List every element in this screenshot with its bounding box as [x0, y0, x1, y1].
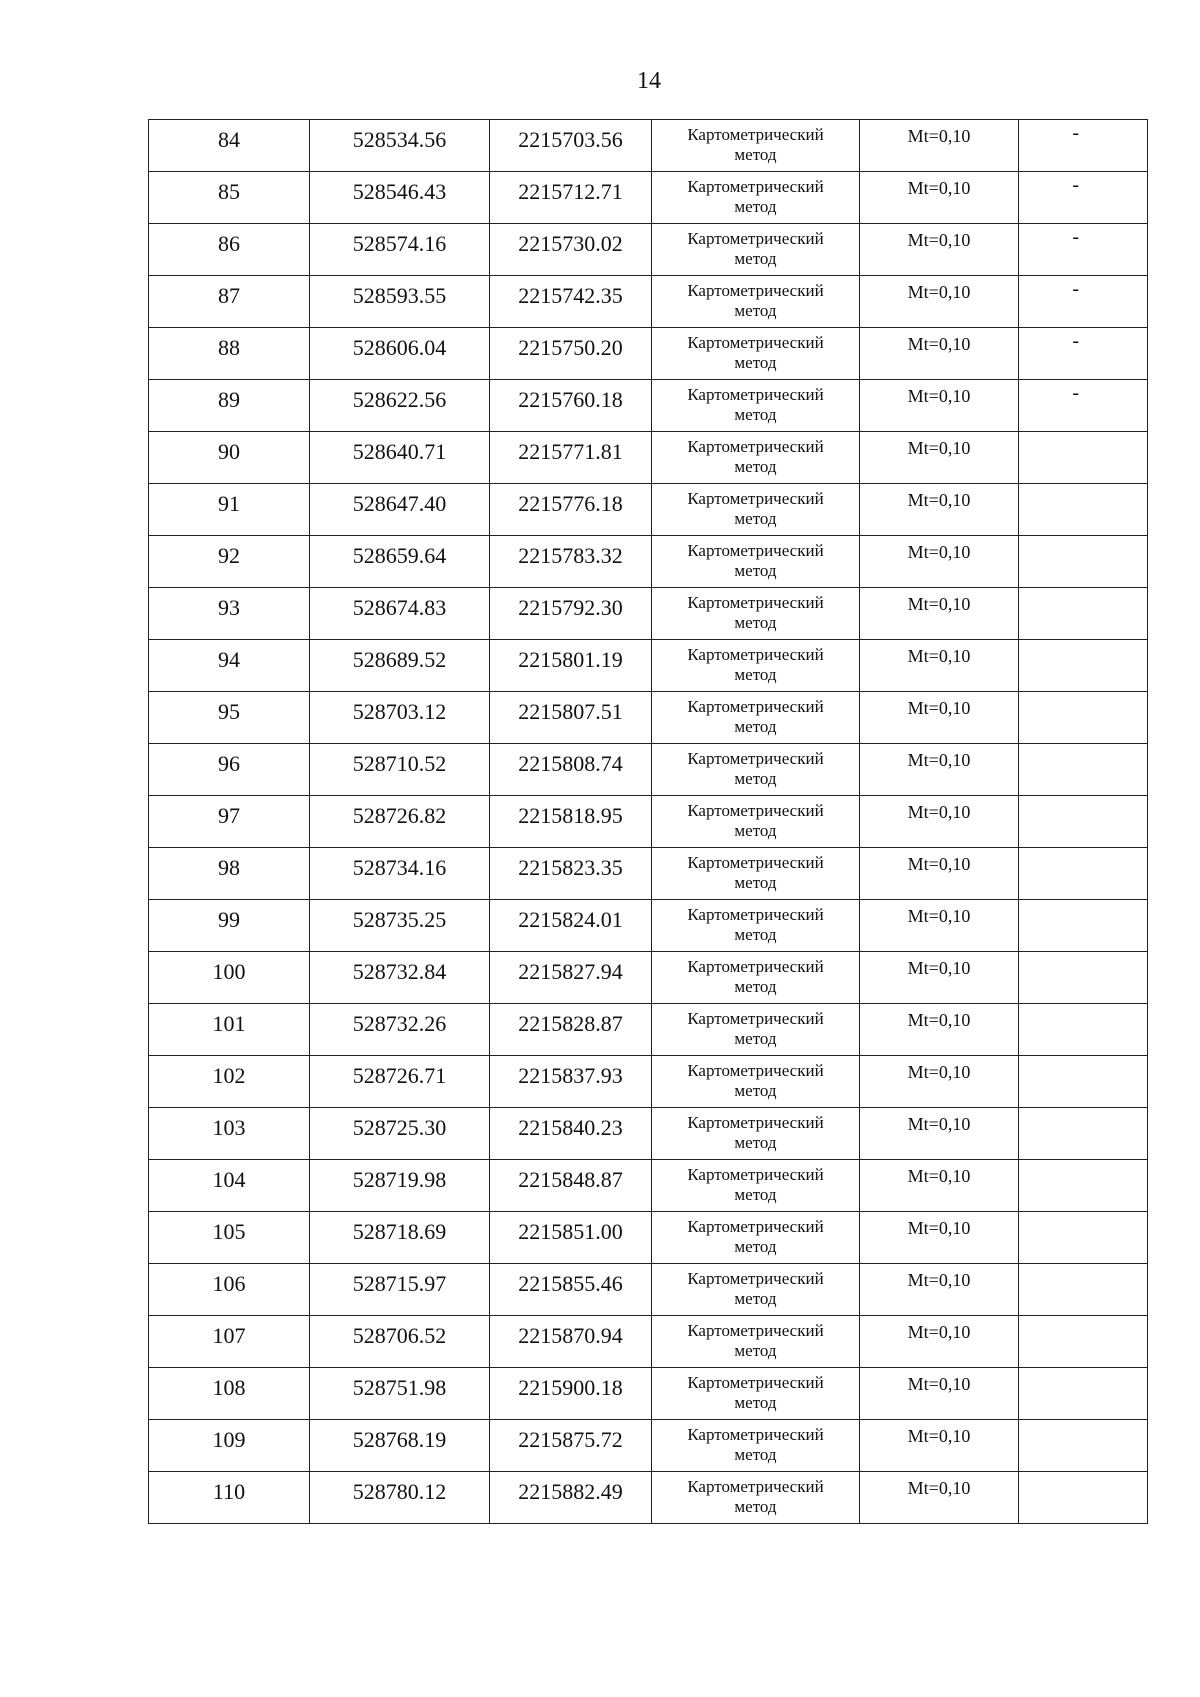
table-row [149, 796, 1148, 848]
table-row [149, 1004, 1148, 1056]
point-number-cell: 98 [149, 848, 310, 900]
method-line-1: Картометрический [687, 1165, 824, 1184]
accuracy-cell: Mt=0,10 [860, 1472, 1019, 1524]
method-cell [652, 900, 860, 952]
accuracy-cell: Mt=0,10 [860, 1056, 1019, 1108]
method-line-2: метод [734, 145, 777, 164]
y-coordinate-cell: 2215792.30 [490, 588, 652, 640]
method-line-2: метод [734, 1341, 777, 1360]
note-cell [1019, 588, 1148, 640]
point-number-cell: 99 [149, 900, 310, 952]
method-cell [652, 1056, 860, 1108]
y-coordinate-cell: 2215776.18 [490, 484, 652, 536]
x-coordinate-cell: 528574.16 [310, 224, 490, 276]
x-coordinate-cell: 528768.19 [310, 1420, 490, 1472]
table-row [149, 536, 1148, 588]
method-cell [652, 692, 860, 744]
method-cell [652, 484, 860, 536]
accuracy-cell: Mt=0,10 [860, 640, 1019, 692]
point-number-cell: 107 [149, 1316, 310, 1368]
x-coordinate-cell: 528751.98 [310, 1368, 490, 1420]
accuracy-cell: Mt=0,10 [860, 1264, 1019, 1316]
table-row [149, 848, 1148, 900]
x-coordinate-cell: 528622.56 [310, 380, 490, 432]
method-line-1: Картометрический [687, 437, 824, 456]
point-number-cell: 89 [149, 380, 310, 432]
y-coordinate-cell: 2215742.35 [490, 276, 652, 328]
point-number-cell: 96 [149, 744, 310, 796]
x-coordinate-cell: 528689.52 [310, 640, 490, 692]
method-line-1: Картометрический [687, 385, 824, 404]
method-cell [652, 536, 860, 588]
note-cell: - [1019, 328, 1148, 380]
accuracy-cell: Mt=0,10 [860, 848, 1019, 900]
x-coordinate-cell: 528732.84 [310, 952, 490, 1004]
method-line-1: Картометрический [687, 1113, 824, 1132]
point-number-cell: 101 [149, 1004, 310, 1056]
method-line-2: метод [734, 769, 777, 788]
note-cell [1019, 900, 1148, 952]
x-coordinate-cell: 528606.04 [310, 328, 490, 380]
y-coordinate-cell: 2215783.32 [490, 536, 652, 588]
note-cell [1019, 848, 1148, 900]
note-cell [1019, 1108, 1148, 1160]
x-coordinate-cell: 528734.16 [310, 848, 490, 900]
accuracy-cell: Mt=0,10 [860, 588, 1019, 640]
method-cell [652, 380, 860, 432]
method-line-1: Картометрический [687, 1009, 824, 1028]
table-row [149, 1212, 1148, 1264]
note-cell [1019, 952, 1148, 1004]
point-number-cell: 97 [149, 796, 310, 848]
method-cell [652, 744, 860, 796]
method-line-1: Картометрический [687, 229, 824, 248]
note-cell [1019, 692, 1148, 744]
point-number-cell: 91 [149, 484, 310, 536]
table-row [149, 1264, 1148, 1316]
y-coordinate-cell: 2215771.81 [490, 432, 652, 484]
note-cell [1019, 1420, 1148, 1472]
table-row [149, 900, 1148, 952]
method-line-1: Картометрический [687, 541, 824, 560]
method-cell [652, 1420, 860, 1472]
note-cell [1019, 536, 1148, 588]
method-line-2: метод [734, 613, 777, 632]
method-line-1: Картометрический [687, 1269, 824, 1288]
method-cell [652, 1316, 860, 1368]
note-cell [1019, 1264, 1148, 1316]
table-row [149, 1108, 1148, 1160]
method-cell [652, 1212, 860, 1264]
accuracy-cell: Mt=0,10 [860, 796, 1019, 848]
y-coordinate-cell: 2215824.01 [490, 900, 652, 952]
table-row [149, 432, 1148, 484]
x-coordinate-cell: 528715.97 [310, 1264, 490, 1316]
accuracy-cell: Mt=0,10 [860, 1108, 1019, 1160]
method-line-2: метод [734, 457, 777, 476]
table-row [149, 1420, 1148, 1472]
method-cell [652, 328, 860, 380]
x-coordinate-cell: 528726.82 [310, 796, 490, 848]
note-cell [1019, 1160, 1148, 1212]
y-coordinate-cell: 2215818.95 [490, 796, 652, 848]
x-coordinate-cell: 528706.52 [310, 1316, 490, 1368]
method-cell [652, 848, 860, 900]
point-number-cell: 100 [149, 952, 310, 1004]
note-cell [1019, 744, 1148, 796]
y-coordinate-cell: 2215828.87 [490, 1004, 652, 1056]
x-coordinate-cell: 528546.43 [310, 172, 490, 224]
x-coordinate-cell: 528718.69 [310, 1212, 490, 1264]
table-row [149, 172, 1148, 224]
y-coordinate-cell: 2215823.35 [490, 848, 652, 900]
y-coordinate-cell: 2215808.74 [490, 744, 652, 796]
table-row [149, 224, 1148, 276]
x-coordinate-cell: 528647.40 [310, 484, 490, 536]
point-number-cell: 94 [149, 640, 310, 692]
x-coordinate-cell: 528725.30 [310, 1108, 490, 1160]
method-line-1: Картометрический [687, 957, 824, 976]
accuracy-cell: Mt=0,10 [860, 692, 1019, 744]
y-coordinate-cell: 2215870.94 [490, 1316, 652, 1368]
accuracy-cell: Mt=0,10 [860, 1212, 1019, 1264]
x-coordinate-cell: 528659.64 [310, 536, 490, 588]
page-number: 14 [637, 68, 661, 94]
x-coordinate-cell: 528640.71 [310, 432, 490, 484]
method-line-2: метод [734, 1081, 777, 1100]
y-coordinate-cell: 2215837.93 [490, 1056, 652, 1108]
accuracy-cell: Mt=0,10 [860, 276, 1019, 328]
method-line-1: Картометрический [687, 177, 824, 196]
method-line-1: Картометрический [687, 1217, 824, 1236]
table-row [149, 1472, 1148, 1524]
method-cell [652, 1160, 860, 1212]
method-line-2: метод [734, 821, 777, 840]
point-number-cell: 108 [149, 1368, 310, 1420]
table-row [149, 588, 1148, 640]
method-line-2: метод [734, 977, 777, 996]
point-number-cell: 88 [149, 328, 310, 380]
note-cell [1019, 1316, 1148, 1368]
y-coordinate-cell: 2215807.51 [490, 692, 652, 744]
x-coordinate-cell: 528732.26 [310, 1004, 490, 1056]
method-line-2: метод [734, 509, 777, 528]
method-cell [652, 1004, 860, 1056]
method-cell [652, 276, 860, 328]
method-line-1: Картометрический [687, 593, 824, 612]
method-line-1: Картометрический [687, 125, 824, 144]
method-line-2: метод [734, 1185, 777, 1204]
method-line-2: метод [734, 1029, 777, 1048]
note-cell [1019, 796, 1148, 848]
point-number-cell: 95 [149, 692, 310, 744]
point-number-cell: 84 [149, 120, 310, 172]
table-row [149, 1160, 1148, 1212]
method-cell [652, 952, 860, 1004]
method-cell [652, 796, 860, 848]
note-cell: - [1019, 120, 1148, 172]
method-line-2: метод [734, 1133, 777, 1152]
method-line-2: метод [734, 717, 777, 736]
method-line-2: метод [734, 197, 777, 216]
y-coordinate-cell: 2215882.49 [490, 1472, 652, 1524]
accuracy-cell: Mt=0,10 [860, 328, 1019, 380]
method-line-1: Картометрический [687, 281, 824, 300]
x-coordinate-cell: 528593.55 [310, 276, 490, 328]
point-number-cell: 92 [149, 536, 310, 588]
method-line-1: Картометрический [687, 853, 824, 872]
method-line-1: Картометрический [687, 801, 824, 820]
method-line-1: Картометрический [687, 645, 824, 664]
y-coordinate-cell: 2215875.72 [490, 1420, 652, 1472]
table-body [149, 120, 1148, 1524]
y-coordinate-cell: 2215851.00 [490, 1212, 652, 1264]
y-coordinate-cell: 2215855.46 [490, 1264, 652, 1316]
method-line-1: Картометрический [687, 1321, 824, 1340]
note-cell [1019, 484, 1148, 536]
method-line-2: метод [734, 1393, 777, 1412]
method-cell [652, 1368, 860, 1420]
method-cell [652, 640, 860, 692]
method-cell [652, 172, 860, 224]
y-coordinate-cell: 2215730.02 [490, 224, 652, 276]
point-number-cell: 104 [149, 1160, 310, 1212]
method-cell [652, 588, 860, 640]
method-line-2: метод [734, 249, 777, 268]
table-row [149, 640, 1148, 692]
point-number-cell: 103 [149, 1108, 310, 1160]
table-row [149, 1056, 1148, 1108]
method-cell [652, 1264, 860, 1316]
method-line-1: Картометрический [687, 749, 824, 768]
y-coordinate-cell: 2215712.71 [490, 172, 652, 224]
note-cell [1019, 1212, 1148, 1264]
method-line-1: Картометрический [687, 1477, 824, 1496]
y-coordinate-cell: 2215703.56 [490, 120, 652, 172]
note-cell [1019, 1472, 1148, 1524]
point-number-cell: 109 [149, 1420, 310, 1472]
x-coordinate-cell: 528710.52 [310, 744, 490, 796]
y-coordinate-cell: 2215840.23 [490, 1108, 652, 1160]
x-coordinate-cell: 528719.98 [310, 1160, 490, 1212]
accuracy-cell: Mt=0,10 [860, 900, 1019, 952]
point-number-cell: 106 [149, 1264, 310, 1316]
accuracy-cell: Mt=0,10 [860, 1316, 1019, 1368]
method-line-2: метод [734, 1237, 777, 1256]
method-cell [652, 1108, 860, 1160]
accuracy-cell: Mt=0,10 [860, 1420, 1019, 1472]
note-cell [1019, 1056, 1148, 1108]
method-line-2: метод [734, 873, 777, 892]
point-number-cell: 102 [149, 1056, 310, 1108]
point-number-cell: 110 [149, 1472, 310, 1524]
x-coordinate-cell: 528726.71 [310, 1056, 490, 1108]
point-number-cell: 105 [149, 1212, 310, 1264]
y-coordinate-cell: 2215900.18 [490, 1368, 652, 1420]
method-cell [652, 1472, 860, 1524]
method-line-2: метод [734, 1289, 777, 1308]
method-line-2: метод [734, 561, 777, 580]
note-cell: - [1019, 276, 1148, 328]
table-row [149, 484, 1148, 536]
x-coordinate-cell: 528534.56 [310, 120, 490, 172]
point-number-cell: 86 [149, 224, 310, 276]
note-cell: - [1019, 172, 1148, 224]
coordinates-table [148, 119, 1148, 1524]
point-number-cell: 85 [149, 172, 310, 224]
method-line-1: Картометрический [687, 1425, 824, 1444]
accuracy-cell: Mt=0,10 [860, 120, 1019, 172]
y-coordinate-cell: 2215750.20 [490, 328, 652, 380]
table-row [149, 744, 1148, 796]
note-cell [1019, 1368, 1148, 1420]
table-row [149, 120, 1148, 172]
method-line-2: метод [734, 353, 777, 372]
method-line-1: Картометрический [687, 1061, 824, 1080]
note-cell [1019, 432, 1148, 484]
accuracy-cell: Mt=0,10 [860, 224, 1019, 276]
table-row [149, 952, 1148, 1004]
point-number-cell: 87 [149, 276, 310, 328]
method-line-2: метод [734, 1497, 777, 1516]
accuracy-cell: Mt=0,10 [860, 744, 1019, 796]
y-coordinate-cell: 2215801.19 [490, 640, 652, 692]
accuracy-cell: Mt=0,10 [860, 1160, 1019, 1212]
table-row [149, 1368, 1148, 1420]
note-cell [1019, 640, 1148, 692]
accuracy-cell: Mt=0,10 [860, 484, 1019, 536]
accuracy-cell: Mt=0,10 [860, 1004, 1019, 1056]
method-line-1: Картометрический [687, 1373, 824, 1392]
table-row [149, 328, 1148, 380]
note-cell: - [1019, 380, 1148, 432]
y-coordinate-cell: 2215760.18 [490, 380, 652, 432]
x-coordinate-cell: 528703.12 [310, 692, 490, 744]
x-coordinate-cell: 528735.25 [310, 900, 490, 952]
table-row [149, 692, 1148, 744]
note-cell [1019, 1004, 1148, 1056]
accuracy-cell: Mt=0,10 [860, 952, 1019, 1004]
y-coordinate-cell: 2215848.87 [490, 1160, 652, 1212]
accuracy-cell: Mt=0,10 [860, 432, 1019, 484]
method-cell [652, 432, 860, 484]
method-cell [652, 224, 860, 276]
note-cell: - [1019, 224, 1148, 276]
method-line-1: Картометрический [687, 905, 824, 924]
point-number-cell: 93 [149, 588, 310, 640]
method-line-1: Картометрический [687, 697, 824, 716]
method-line-2: метод [734, 1445, 777, 1464]
method-cell [652, 120, 860, 172]
x-coordinate-cell: 528674.83 [310, 588, 490, 640]
method-line-2: метод [734, 665, 777, 684]
method-line-1: Картометрический [687, 333, 824, 352]
accuracy-cell: Mt=0,10 [860, 536, 1019, 588]
table-row [149, 380, 1148, 432]
table-row [149, 1316, 1148, 1368]
method-line-2: метод [734, 301, 777, 320]
method-line-2: метод [734, 925, 777, 944]
y-coordinate-cell: 2215827.94 [490, 952, 652, 1004]
table-row [149, 276, 1148, 328]
accuracy-cell: Mt=0,10 [860, 380, 1019, 432]
x-coordinate-cell: 528780.12 [310, 1472, 490, 1524]
accuracy-cell: Mt=0,10 [860, 1368, 1019, 1420]
method-line-1: Картометрический [687, 489, 824, 508]
accuracy-cell: Mt=0,10 [860, 172, 1019, 224]
point-number-cell: 90 [149, 432, 310, 484]
method-line-2: метод [734, 405, 777, 424]
